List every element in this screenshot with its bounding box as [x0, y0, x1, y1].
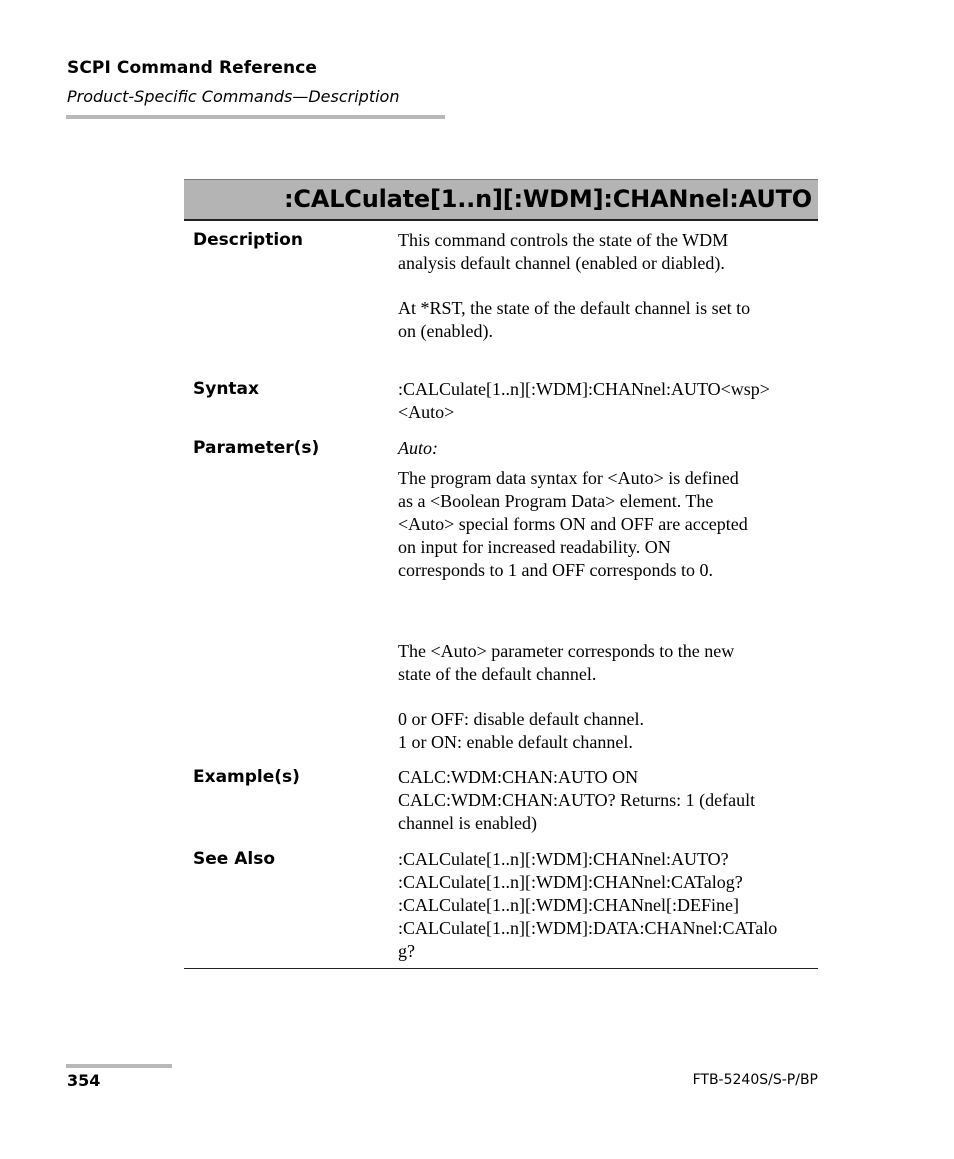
- parameter-value: 0 or OFF: disable default channel.: [398, 709, 644, 729]
- see-also-line: :CALCulate[1..n][:WDM]:DATA:CHANnel:CATalo: [398, 918, 778, 938]
- table-bottom-divider: [184, 968, 818, 969]
- parameter-definition: [398, 467, 818, 582]
- parameters-label: Parameter(s): [193, 438, 320, 458]
- parameter-line: state of the default channel.: [398, 664, 597, 684]
- description-line: At *RST, the state of the default channel is set to: [398, 298, 751, 318]
- description-label: Description: [193, 230, 303, 250]
- example-line: CALC:WDM:CHAN:AUTO ON: [398, 767, 639, 787]
- parameter-line: <Auto> special forms ON and OFF are accepted: [398, 514, 748, 534]
- examples-label: Example(s): [193, 767, 300, 787]
- description-line: analysis default channel (enabled or diabled).: [398, 253, 725, 273]
- parameter-line: The program data syntax for <Auto> is defined: [398, 468, 739, 488]
- syntax-label: Syntax: [193, 379, 259, 399]
- parameter-line: The <Auto> parameter corresponds to the new: [398, 641, 735, 661]
- syntax-line: :CALCulate[1..n][:WDM]:CHANnel:AUTO<wsp>: [398, 379, 770, 399]
- description-rst-text: [398, 297, 818, 343]
- examples-text: [398, 766, 818, 835]
- description-text: [398, 229, 818, 275]
- parameter-values: [398, 708, 818, 754]
- see-also-line: :CALCulate[1..n][:WDM]:CHANnel[:DEFine]: [398, 895, 739, 915]
- see-also-line: :CALCulate[1..n][:WDM]:CHANnel:CATalog?: [398, 872, 743, 892]
- running-header-subtitle: Product-Specific Commands—Description: [67, 87, 400, 106]
- parameter-value: 1 or ON: enable default channel.: [398, 732, 633, 752]
- command-title-bar: [184, 179, 818, 221]
- parameter-line: on input for increased readability. ON: [398, 537, 671, 557]
- parameter-line: as a <Boolean Program Data> element. The: [398, 491, 714, 511]
- description-line: on (enabled).: [398, 321, 493, 341]
- parameter-name: Auto:: [398, 438, 438, 458]
- page-number: 354: [67, 1071, 101, 1090]
- example-line: CALC:WDM:CHAN:AUTO? Returns: 1 (default: [398, 790, 756, 810]
- description-line: This command controls the state of the WDM: [398, 230, 729, 250]
- product-name: FTB-5240S/S-P/BP: [692, 1072, 818, 1088]
- see-also-label: See Also: [193, 849, 276, 869]
- command-title: :CALCulate[1..n][:WDM]:CHANnel:AUTO: [284, 185, 812, 213]
- see-also-line: g?: [398, 941, 415, 961]
- header-divider: [66, 115, 445, 119]
- syntax-text: [398, 378, 818, 424]
- syntax-line: <Auto>: [398, 402, 455, 422]
- see-also-text: [398, 848, 818, 963]
- see-also-line: :CALCulate[1..n][:WDM]:CHANnel:AUTO?: [398, 849, 729, 869]
- parameter-line: corresponds to 1 and OFF corresponds to 0.: [398, 560, 713, 580]
- example-line: channel is enabled): [398, 813, 537, 833]
- parameter-meaning: [398, 640, 818, 686]
- running-header-title: SCPI Command Reference: [67, 58, 318, 78]
- footer-divider: [66, 1064, 172, 1068]
